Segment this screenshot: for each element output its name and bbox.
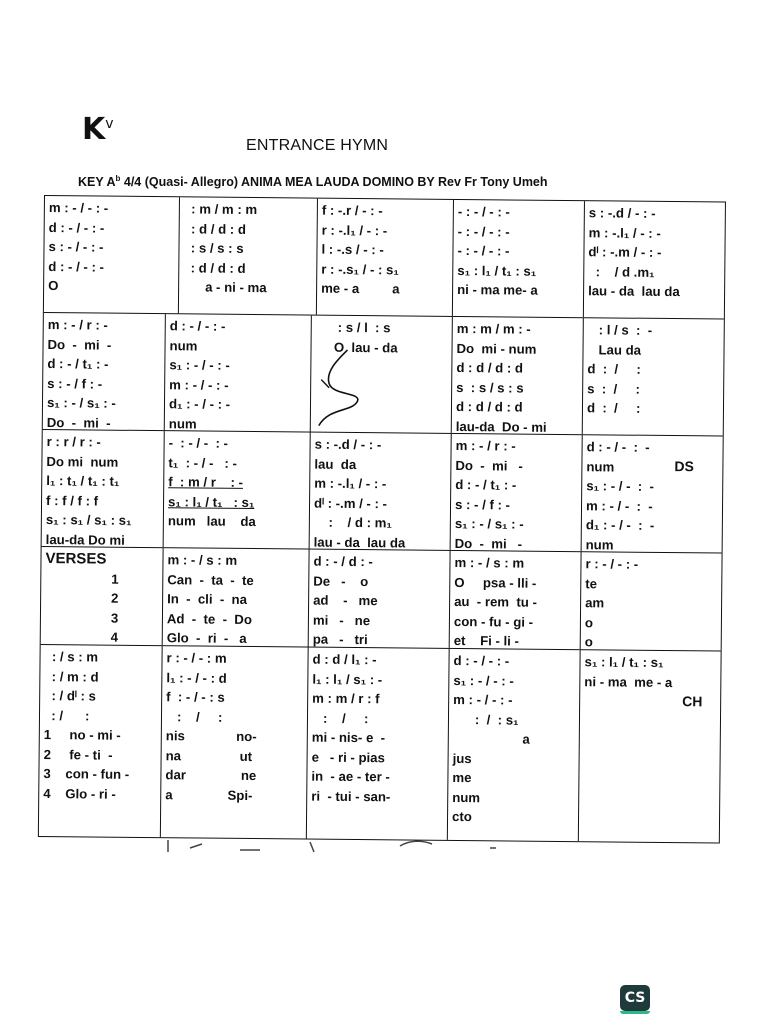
solfa-line: : / : s₁ <box>452 711 519 728</box>
solfa-line: t₁ : - / - : - <box>168 454 237 471</box>
solfa-line: m : - / s : m <box>167 552 238 568</box>
score-row <box>44 196 725 320</box>
solfa-line: d : / : <box>587 361 641 377</box>
score-cell <box>311 316 453 433</box>
solfa-line: d : - / t₁ : - <box>455 476 517 493</box>
solfa-line: f : m / r : - <box>168 474 244 490</box>
score-cell <box>165 314 312 431</box>
lyric-line: e - ri - pias <box>311 749 385 765</box>
lyric-line: ri - tui - san- <box>311 788 391 804</box>
solfa-line: l₁ : - / - : d <box>166 669 227 686</box>
music-score-table <box>38 195 726 844</box>
solfa-line: m : - / - : - <box>453 691 513 708</box>
score-row <box>41 547 722 652</box>
solfa-line: d₁ : - / - : - <box>585 517 655 533</box>
verse-number: 4 <box>44 629 119 645</box>
solfa-line: m : - / r : - <box>455 437 516 454</box>
solfa-line: : / m : d <box>44 668 99 685</box>
lyric-line: cto <box>451 808 472 825</box>
verse-number: 3 <box>44 609 119 626</box>
lyric-line: num <box>585 536 614 552</box>
solfa-line: : / d : m₁ <box>313 514 392 531</box>
solfa-line: m : - / r : - <box>47 317 108 333</box>
score-cell <box>43 313 166 430</box>
lyric-line: a <box>452 730 530 747</box>
solfa-line: - : - / - : - <box>168 435 229 451</box>
solfa-line: s : s / s : s <box>456 379 524 396</box>
lyric-line: nis no- <box>165 728 257 745</box>
solfa-line: : / s : m <box>44 649 99 665</box>
lyric-line: 4 Glo - ri - <box>43 785 116 802</box>
score-cell <box>579 650 721 842</box>
solfa-line: - : - / - : - <box>457 223 510 239</box>
lyric-line: Can - ta - te <box>167 571 254 588</box>
solfa-line: s₁ : - / - : - <box>586 478 655 494</box>
solfa-line: s₁ : s₁ / s₁ : s₁ <box>45 512 132 528</box>
lyric-line: mi - nis- e - <box>311 729 386 746</box>
solfa-line: s₁ : - / - : - <box>453 672 514 689</box>
lyric-line: ni - ma me - a <box>584 673 673 690</box>
lyric-line: na ut <box>165 747 253 764</box>
solfa-line: m : -.l₁ / - : - <box>314 475 387 492</box>
solfa-line: : l / s : - <box>587 322 653 338</box>
lyric-line: ad - me <box>313 592 378 609</box>
solfa-line: m : m / m : - <box>456 320 531 337</box>
lyric-line: con - fu - gi - <box>453 613 534 630</box>
lyric-line: ni - ma me- a <box>457 281 538 298</box>
solfa-line: f : -.r / - : - <box>321 202 383 219</box>
solfa-line: m : m / r : f <box>312 690 380 707</box>
solfa-line: r : r / r : - <box>46 434 101 450</box>
score-cell <box>317 199 454 316</box>
solfa-line: l₁ : l₁ / s₁ : - <box>312 671 383 687</box>
score-row <box>39 645 721 843</box>
verse-number: 1 <box>45 570 119 587</box>
solfa-line: m : -.l₁ / - : - <box>588 224 661 241</box>
solfa-line: s : - / - : - <box>48 239 104 255</box>
solfa-line: r : -.l₁ / - : - <box>321 222 388 238</box>
solfa-line: m : - / - : - <box>169 376 229 393</box>
score-cell <box>583 318 724 435</box>
solfa-line: s : -.d / - : - <box>588 205 656 221</box>
solfa-line: : / d .m₁ <box>588 263 655 280</box>
solfa-line: r : -.s₁ / - : s₁ <box>321 261 399 277</box>
solfa-line: : m / m : m <box>183 201 258 218</box>
score-cell <box>41 547 164 645</box>
solfa-line: : / : <box>43 707 90 723</box>
solfa-line: s₁ : l₁ / t₁ : s₁ <box>584 654 664 670</box>
score-cell <box>582 435 723 552</box>
score-cell <box>448 649 581 841</box>
solfa-line: d : - / - : - <box>453 652 510 669</box>
camscanner-logo: CS <box>620 985 650 1011</box>
solfa-line: : d / d : d <box>183 259 246 276</box>
score-cell <box>450 551 582 649</box>
solfa-line: r : - / - : m <box>166 650 227 666</box>
ds-marker: DS <box>674 458 694 475</box>
ch-marker: CH <box>682 693 703 710</box>
lyric-line: lau - da lau da <box>588 283 680 300</box>
lyric-line: 2 fe - ti - <box>43 746 113 763</box>
score-cell <box>39 645 163 837</box>
solfa-line: d : - / d : - <box>313 553 373 570</box>
lyric-line: o <box>584 614 594 630</box>
lyric-line: O psa - lli - <box>454 574 537 591</box>
score-cell <box>451 434 583 551</box>
lyric-line: a Spi- <box>165 786 253 803</box>
cut-off-handwriting <box>160 838 520 854</box>
lyric-line: o <box>584 634 593 650</box>
solfa-line: l₁ : t₁ / t₁ : t₁ <box>46 473 120 489</box>
score-row <box>42 430 723 554</box>
solfa-line: : / dˡ : s <box>44 688 96 704</box>
lyric-line: num <box>169 337 198 353</box>
lyric-line: te <box>585 575 598 591</box>
solfa-line: s₁ : l₁ / t₁ : s₁ <box>167 493 255 510</box>
solfa-line: s : -.d / - : - <box>314 436 382 453</box>
lyric-line: Glo - ri - a <box>166 630 247 646</box>
lyric-line: Do mi num <box>46 453 119 470</box>
solfa-line: dˡ : -.m / - : - <box>313 495 388 511</box>
solfa-line: f : f / f : f <box>46 492 99 509</box>
solfa-line: s₁ : l₁ / t₁ : s₁ <box>457 262 537 279</box>
score-row <box>43 313 724 437</box>
solfa-line: s₁ : - / s₁ : - <box>454 515 524 532</box>
lyric-line: Lau da <box>587 341 642 358</box>
lyric-line: a - ni - ma <box>183 279 267 296</box>
solfa-line: d : d / d : d <box>455 398 523 415</box>
solfa-line: dˡ : -.m / - : - <box>588 244 662 260</box>
solfa-line: d : - / - : - <box>48 219 105 236</box>
solfa-line: : s / l : s <box>315 319 391 336</box>
solfa-line: d : d / l₁ : - <box>312 651 377 668</box>
lyric-line: Do - mi - <box>454 535 523 552</box>
lyric-line: 3 con - fun - <box>43 766 130 782</box>
solfa-line: m : - / - : - <box>48 200 109 216</box>
lyric-line: num <box>586 458 615 474</box>
handwritten-initials: $K^v$ <box>82 112 114 147</box>
score-cell <box>581 552 722 650</box>
lyric-line: pa - tri <box>312 631 368 648</box>
score-cell <box>584 201 725 318</box>
lyric-line: Do - mi - <box>46 414 111 431</box>
lyric-line: am <box>585 595 605 611</box>
solfa-line: d : - / - : - <box>586 439 650 455</box>
lyric-line: De - o <box>313 573 369 589</box>
lyric-line: me <box>452 769 472 786</box>
solfa-line: d₁ : - / - : - <box>168 396 231 412</box>
solfa-line: d : d / d : d <box>456 359 524 376</box>
score-cell <box>161 646 309 838</box>
lyric-line: 1 no - mi - <box>43 727 121 743</box>
score-cell <box>163 548 310 646</box>
solfa-line: d : - / - : - <box>169 318 226 334</box>
lyric-line: mi - ne <box>312 612 371 628</box>
score-cell <box>310 433 452 550</box>
solfa-line: - : - / - : - <box>457 203 510 220</box>
score-cell <box>309 550 451 648</box>
hymn-title: ENTRANCE HYMN <box>246 137 389 154</box>
solfa-line: d : - / t₁ : - <box>47 356 109 372</box>
solfa-line: d : - / - : - <box>48 258 105 275</box>
score-cell <box>164 431 311 548</box>
solfa-line: : s / s : s <box>183 240 244 256</box>
lyric-line: lau-da Do - mi <box>455 418 547 435</box>
solfa-line: s : / : <box>587 380 641 397</box>
key-signature-line: KEY $A^b$ 4/4 (Quasi- Allegro) ANIMA MEA LAUDA DOMINO BY Rev Fr Tony Umeh <box>78 174 548 190</box>
lyric-line: O lau - da <box>315 339 398 355</box>
hand-drawn-swirl <box>311 344 382 430</box>
lyric-line: au - rem tu - <box>454 593 537 610</box>
solfa-line: : / : <box>165 708 223 725</box>
solfa-line: d : / : <box>586 400 641 416</box>
lyric-line: Do - mi - <box>47 336 112 353</box>
lyric-line: O <box>48 278 59 294</box>
lyric-line: jus <box>452 750 472 766</box>
score-cell <box>42 430 165 547</box>
score-cell <box>179 197 318 314</box>
lyric-line: num <box>452 789 481 805</box>
lyric-line: lau da <box>314 456 357 472</box>
verse-number: 2 <box>45 590 119 606</box>
score-cell <box>453 200 585 317</box>
solfa-line: : / : <box>311 710 369 726</box>
lyric-line: num lau da <box>167 513 256 530</box>
lyric-line: Do - mi - <box>455 457 523 474</box>
solfa-line: s : - / f : - <box>47 375 103 392</box>
solfa-line: m : - / s : m <box>454 554 525 571</box>
solfa-line: : d / d : d <box>183 220 247 237</box>
lyric-line: Ad - te - Do <box>166 610 252 627</box>
lyric-line: In - cli - na <box>167 591 248 607</box>
solfa-line: m : - / - : - <box>585 497 653 514</box>
score-cell <box>452 317 584 434</box>
lyric-line: Do mi - num <box>456 340 537 357</box>
solfa-line: f : - / - : s <box>166 689 225 705</box>
solfa-line: r : - / - : - <box>585 556 639 572</box>
score-cell <box>307 648 450 840</box>
lyric-line: lau-da Do mi <box>45 531 125 548</box>
score-cell <box>44 196 180 313</box>
verses-heading: VERSES <box>45 550 107 568</box>
solfa-line: s : - / f : - <box>454 496 511 512</box>
solfa-line: l : -.s / - : - <box>321 241 384 258</box>
solfa-line: s₁ : - / - : - <box>169 357 230 373</box>
lyric-line: me - a a <box>321 280 400 297</box>
lyric-line: num <box>168 415 197 431</box>
solfa-line: s₁ : - / s₁ : - <box>46 395 116 411</box>
lyric-line: in - ae - ter - <box>311 768 390 785</box>
lyric-line: dar ne <box>165 767 257 784</box>
solfa-line: - : - / - : - <box>457 242 510 259</box>
lyric-line: et Fi - li - <box>453 632 520 649</box>
lyric-line: lau - da lau da <box>313 534 406 550</box>
